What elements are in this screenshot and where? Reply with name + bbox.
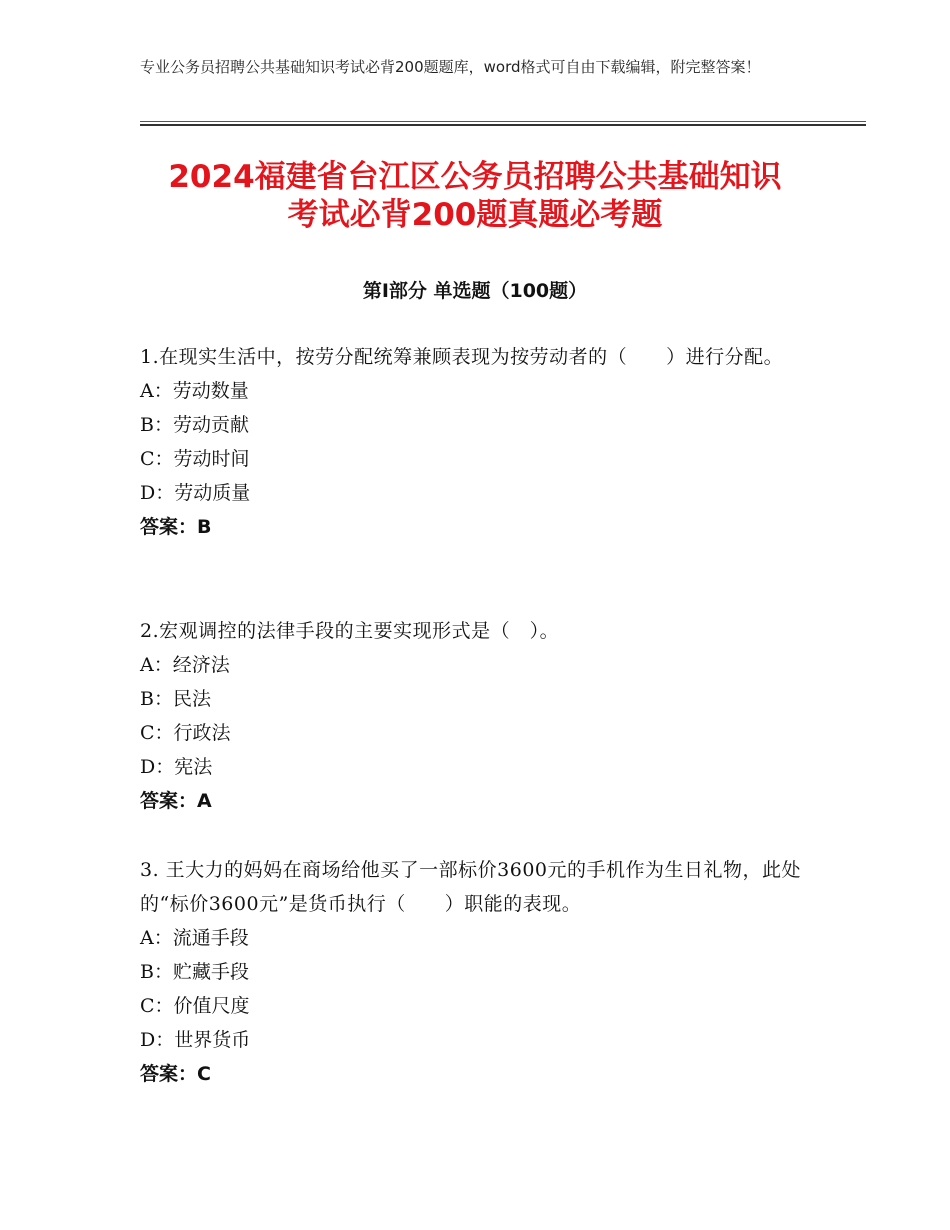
header-divider-thin xyxy=(140,121,866,122)
question-1 xyxy=(140,340,820,544)
answer-label: 答案：B xyxy=(140,516,212,538)
option-c: C：行政法 xyxy=(140,722,231,744)
option-b: B：民法 xyxy=(140,688,211,710)
option-d: D：劳动质量 xyxy=(140,482,251,504)
header-divider-thick xyxy=(140,124,866,126)
answer-label: 答案：A xyxy=(140,790,212,812)
question-2 xyxy=(140,614,820,818)
question-stem: 3. 王大力的妈妈在商场给他买了一部标价3600元的手机作为生日礼物，此处的“标价3600元”是货币执行（ ）职能的表现。 xyxy=(140,859,802,915)
title-line-1: 2024福建省台江区公务员招聘公共基础知识 xyxy=(168,159,782,195)
option-b: B：贮藏手段 xyxy=(140,961,249,983)
option-a: A：经济法 xyxy=(140,654,230,676)
option-b: B：劳动贡献 xyxy=(140,414,249,436)
question-3 xyxy=(140,853,820,1091)
option-c: C：价值尺度 xyxy=(140,995,250,1017)
title-line-2: 考试必背200题真题必考题 xyxy=(287,197,663,233)
document-title xyxy=(0,158,950,234)
question-stem: 2.宏观调控的法律手段的主要实现形式是（ ）。 xyxy=(140,620,560,642)
option-a: A：劳动数量 xyxy=(140,380,249,402)
answer-label: 答案：C xyxy=(140,1063,211,1085)
option-d: D：世界货币 xyxy=(140,1029,251,1051)
option-a: A：流通手段 xyxy=(140,927,249,949)
option-c: C：劳动时间 xyxy=(140,448,250,470)
option-d: D：宪法 xyxy=(140,756,213,778)
question-stem: 1.在现实生活中，按劳分配统筹兼顾表现为按劳动者的（ ）进行分配。 xyxy=(140,346,784,368)
section-heading: 第Ⅰ部分 单选题（100题） xyxy=(362,280,588,302)
header-note: 专业公务员招聘公共基础知识考试必背200题题库，word格式可自由下载编辑，附完整答案！ xyxy=(140,58,761,76)
